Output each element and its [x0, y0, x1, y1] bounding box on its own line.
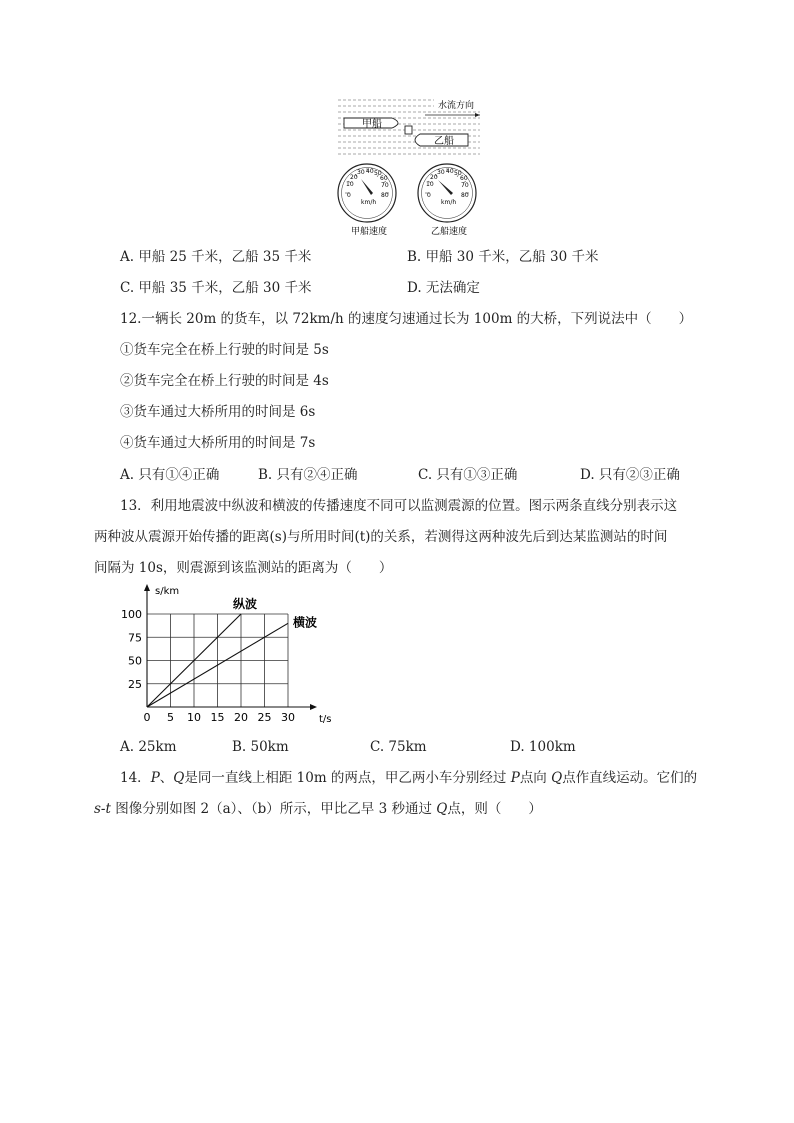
x-tick-label: 0: [143, 711, 151, 724]
q13-option-d: D. 100km: [510, 739, 576, 755]
q12-statement-3: ③货车通过大桥所用的时间是 6s: [120, 404, 316, 420]
q14-line-2: s-t 图像分别如图 2（a）、（b）所示，甲比乙早 3 秒通过 Q点，则（ ）: [94, 801, 542, 817]
q13-option-c: C. 75km: [370, 739, 427, 755]
svg-text:20: 20: [430, 174, 438, 181]
svg-text:0: 0: [427, 192, 431, 199]
svg-text:40: 40: [366, 168, 374, 175]
q14-line-1: 14．P、Q是同一直线上相距 10m 的两点，甲乙两小车分别经过 P点向 Q点作直线运动。它们的: [120, 770, 698, 786]
q13-line-1: 13．利用地震波中纵波和横波的传播速度不同可以监测震源的位置。图示两条直线分别表示这: [120, 498, 678, 514]
series-label-1: 纵波: [233, 597, 258, 611]
x-tick-label: 15: [210, 711, 225, 724]
svg-text:70: 70: [381, 182, 389, 189]
y-tick-label: 50: [128, 654, 142, 668]
svg-text:80: 80: [381, 192, 389, 199]
gauge-a-caption: 甲船速度: [351, 227, 388, 237]
svg-text:80: 80: [461, 192, 469, 199]
x-tick-label: 25: [257, 711, 272, 724]
svg-text:50: 50: [374, 170, 382, 177]
y-tick-label: 25: [128, 677, 142, 691]
q11-option-c: C. 甲船 35 千米，乙船 30 千米: [120, 280, 312, 296]
q13-option-b: B. 50km: [232, 739, 289, 755]
x-tick-label: 20: [234, 711, 248, 724]
svg-text:10: 10: [346, 181, 354, 188]
y-tick-label: 75: [128, 631, 142, 645]
svg-text:0: 0: [347, 192, 351, 199]
q13-option-a: A. 25km: [120, 739, 177, 755]
gauge-b: [418, 164, 476, 222]
q12-statement-2: ②货车完全在桥上行驶的时间是 4s: [120, 373, 329, 389]
q13-line-2: 两种波从震源开始传播的距离(s)与所用时间(t)的关系，若测得这两种波先后到达某监测站的时间: [94, 529, 668, 545]
boat-a-label: 甲船: [362, 119, 382, 130]
svg-text:km/h: km/h: [441, 199, 457, 206]
x-tick-label: 30: [281, 711, 295, 724]
q11-option-a: A. 甲船 25 千米，乙船 35 千米: [120, 249, 312, 265]
svg-text:km/h: km/h: [361, 199, 377, 206]
svg-text:60: 60: [380, 175, 388, 182]
series-label-2: 横波: [293, 615, 318, 630]
svg-text:10: 10: [426, 181, 434, 188]
q12-option-c: C. 只有①③正确: [418, 467, 518, 483]
x-tick-label: 5: [167, 711, 174, 724]
svg-text:30: 30: [357, 169, 365, 176]
floating-box: [405, 126, 412, 134]
y-axis-label: s/km: [155, 586, 180, 597]
q12-stem: 12.一辆长 20m 的货车，以 72km/h 的速度匀速通过长为 100m 的大桥，下列说法中（ ）: [120, 311, 693, 327]
q12-statement-4: ④货车通过大桥所用的时间是 7s: [120, 435, 316, 451]
q12-option-b: B. 只有②④正确: [258, 467, 358, 483]
x-axis-label: t/s: [319, 714, 332, 725]
q13-line-3: 间隔为 10s，则震源到该监测站的距离为（ ）: [94, 560, 393, 576]
y-axis-arrow: [144, 584, 150, 591]
q12-option-d: D. 只有②③正确: [580, 467, 680, 483]
water-flow-label: 水流方向: [438, 101, 475, 111]
x-tick-label: 10: [187, 711, 201, 724]
y-tick-label: 100: [121, 608, 142, 621]
svg-text:70: 70: [461, 182, 469, 189]
x-axis-arrow: [310, 704, 317, 710]
boats-figure: [330, 96, 490, 241]
gauge-a: [338, 164, 396, 222]
svg-text:40: 40: [446, 168, 454, 175]
q11-option-d: D. 无法确定: [407, 280, 480, 296]
svg-text:20: 20: [350, 174, 358, 181]
gauge-b-caption: 乙船速度: [431, 227, 468, 237]
wave-chart: [110, 582, 340, 728]
q12-option-a: A. 只有①④正确: [120, 467, 220, 483]
q11-option-b: B. 甲船 30 千米，乙船 30 千米: [407, 249, 599, 265]
boat-b-label: 乙船: [434, 136, 454, 147]
svg-text:30: 30: [437, 169, 445, 176]
svg-text:50: 50: [454, 170, 462, 177]
svg-text:60: 60: [460, 175, 468, 182]
q12-statement-1: ①货车完全在桥上行驶的时间是 5s: [120, 342, 329, 358]
